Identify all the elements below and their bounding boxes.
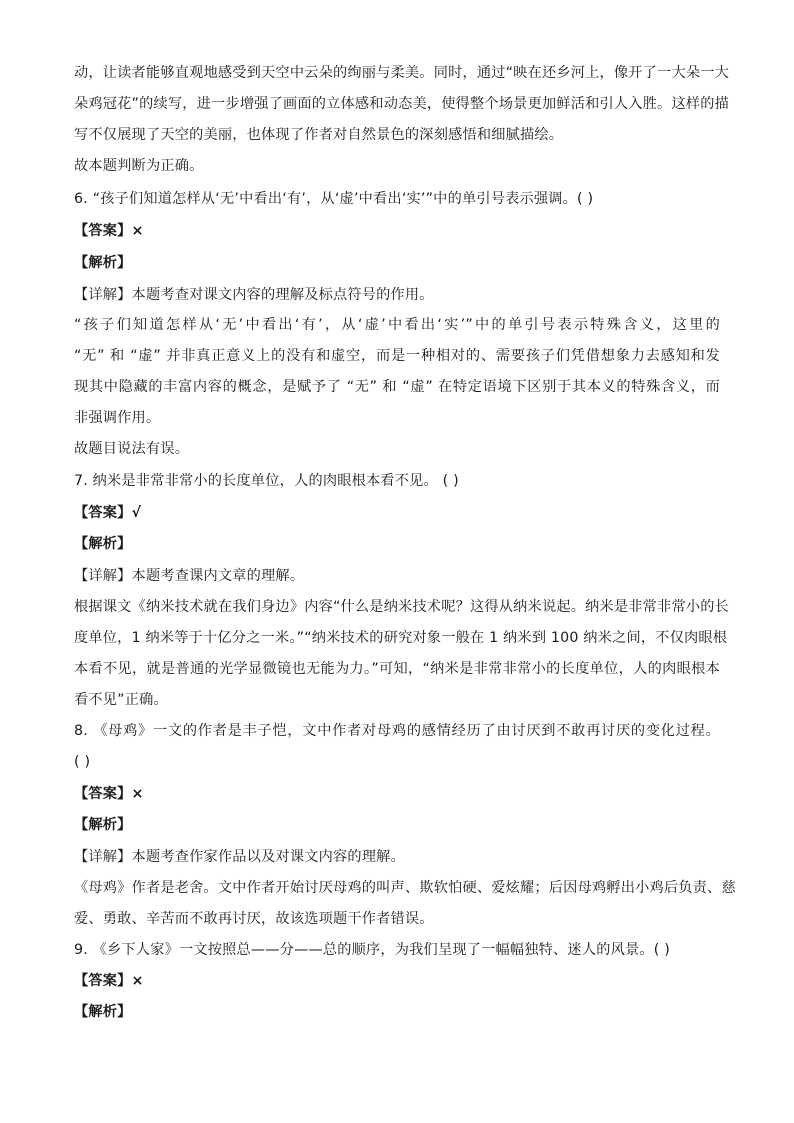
analysis-label: 【解析】 xyxy=(74,817,132,833)
analysis-label: 【解析】 xyxy=(74,1004,132,1020)
text-line: 根据课文《纳米技术就在我们身边》内容“什么是纳米技术呢？这得从纳米说起。纳米是非常非常小的长 xyxy=(74,599,729,615)
answer-label: 【答案】× xyxy=(74,973,144,989)
text-line: 故题目说法有误。 xyxy=(74,441,190,457)
question-9: 9. 《乡下人家》一文按照总——分——总的顺序，为我们呈现了一幅幅独特、迷人的风景。( ) xyxy=(74,942,670,958)
question-8-paren: ( ) xyxy=(74,754,91,770)
answer-label: 【答案】√ xyxy=(74,505,142,521)
text-line: 非强调作用。 xyxy=(74,410,161,426)
text-line: 动，让读者能够直观地感受到天空中云朵的绚丽与柔美。同时，通过“映在还乡河上，像开了一大朵一大 xyxy=(74,65,729,81)
analysis-label: 【解析】 xyxy=(74,536,132,552)
analysis-label: 【解析】 xyxy=(74,255,132,271)
answer-label: 【答案】× xyxy=(74,223,144,239)
detail-line: 【详解】本题考查对课文内容的理解及标点符号的作用。 xyxy=(74,287,434,303)
text-line: 写不仅展现了天空的美丽，也体现了作者对自然景色的深刻感悟和细腻描绘。 xyxy=(74,127,564,143)
text-line: “无” 和 “虚” 并非真正意义上的没有和虚空，而是一种相对的、需要孩子们凭借想象力去感知和发 xyxy=(74,348,720,364)
detail-line: 【详解】本题考查课内文章的理解。 xyxy=(74,568,305,584)
text-line: 看不见”正确。 xyxy=(74,692,168,708)
answer-label: 【答案】× xyxy=(74,786,144,802)
text-line: “孩子们知道怎样从‘无’中看出‘有’，从‘虚’中看出‘实’”中的单引号表示特殊含义，这里的 xyxy=(74,317,720,333)
question-6: 6. “孩子们知道怎样从‘无’中看出‘有’，从‘虚’中看出‘实’”中的单引号表示强调。( ) xyxy=(74,191,594,207)
text-line: 本看不见，就是普通的光学显微镜也无能为力。”可知，“纳米是非常非常小的长度单位，人的肉眼根本 xyxy=(74,661,720,677)
text-line: 故本题判断为正确。 xyxy=(74,158,204,174)
text-line: 度单位，1 纳米等于十亿分之一米。”“纳米技术的研究对象一般在 1 纳米到 100 纳米之间，不仅肉眼根 xyxy=(74,630,728,646)
question-8: 8. 《母鸡》一文的作者是丰子恺，文中作者对母鸡的感情经历了由讨厌到不敢再讨厌的变化过程。 xyxy=(74,723,720,739)
text-line: 爱、勇敢、辛苦而不敢再讨厌，故该选项题干作者错误。 xyxy=(74,911,434,927)
text-line: 《母鸡》作者是老舍。文中作者开始讨厌母鸡的叫声、欺软怕硬、爱炫耀；后因母鸡孵出小鸡后负责、慈 xyxy=(74,880,736,896)
text-line: 朵鸡冠花”的续写，进一步增强了画面的立体感和动态美，使得整个场景更加鲜活和引人入胜。这样的描 xyxy=(74,96,729,112)
text-line: 现其中隐藏的丰富内容的概念，是赋予了 “无” 和 “虚” 在特定语境下区别于其本义的特殊含义，而 xyxy=(74,379,720,395)
question-7: 7. 纳米是非常非常小的长度单位，人的肉眼根本看不见。 ( ) xyxy=(74,473,459,489)
detail-line: 【详解】本题考查作家作品以及对课文内容的理解。 xyxy=(74,849,405,865)
